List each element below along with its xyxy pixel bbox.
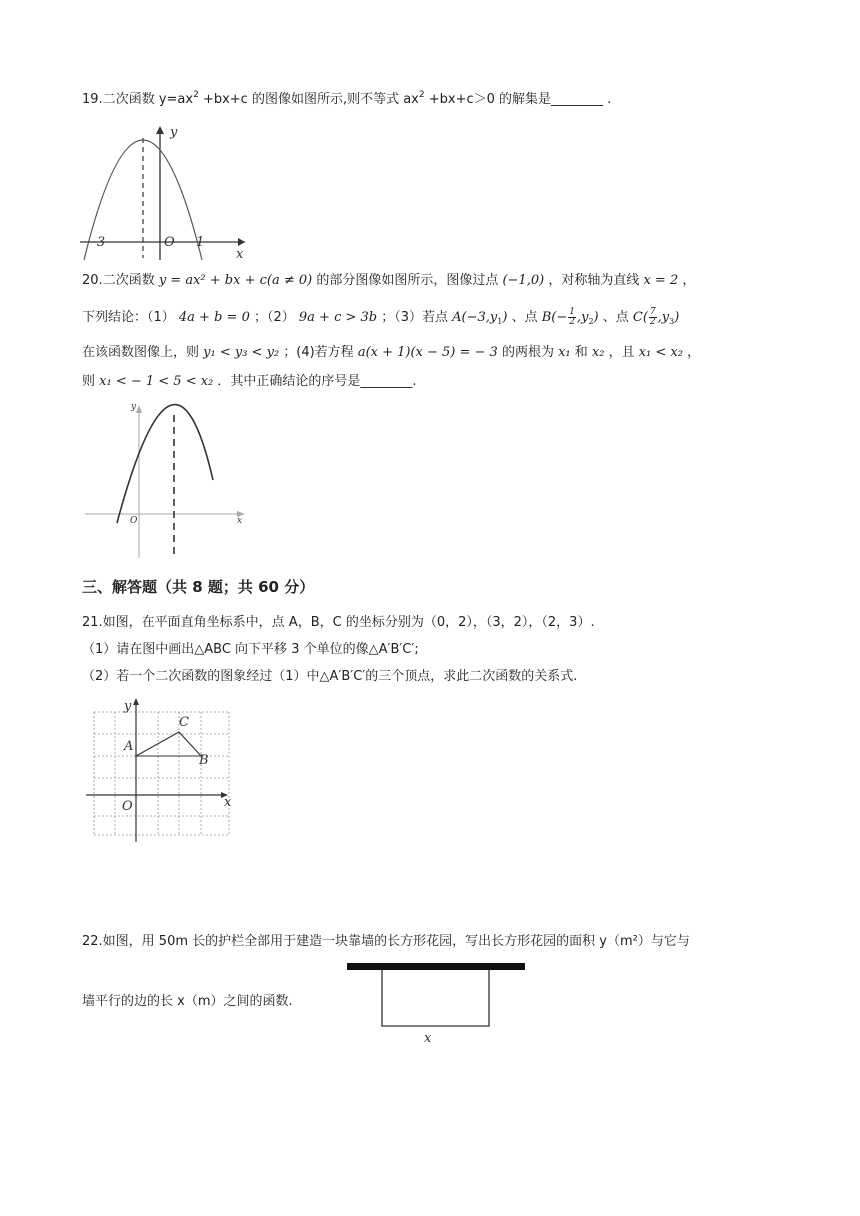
q22-garden-diagram — [345, 960, 535, 1050]
q22-line2: 墙平行的边的长 x（m）之间的函数. — [82, 994, 293, 1009]
q20-line3: 在该函数图像上，则 y₁ < y₃ < y₂ ；(4)若方程 a(x + 1)(x − 5) = − 3 的两根为 x₁ 和 x₂ ，且 x₁ < x₂ ， — [82, 345, 701, 360]
section-title: 三、解答题（共 8 题；共 60 分） — [82, 578, 315, 596]
q19-text: 19.二次函数 $y=ax^2 +bx+c$ 的图像如图所示,则不等式 $ax^2 +bx+c>0$ 的解集是________ . — [82, 90, 612, 107]
q21-line2: （1）请在图中画出△ABC 向下平移 3 个单位的像△A′B′C′; — [82, 642, 419, 657]
q22-x-label: x — [424, 1031, 432, 1046]
q20-origin-label: O — [130, 516, 138, 526]
q20-x-label: x — [237, 516, 243, 526]
q21-point-a-label: A — [124, 739, 134, 754]
q20-y-label: y — [131, 402, 137, 412]
q21-x-label: x — [224, 795, 232, 810]
q21-coordinate-grid — [86, 692, 246, 842]
q19-y-label: y — [170, 125, 178, 140]
q20-parabola-graph — [85, 395, 265, 570]
q21-point-c-label: C — [179, 715, 189, 730]
q20-line2: 下列结论：（1） 4a + b = 0 ；（2） 9a + c > 3b ；（3）若点 $A(-3,y_1)$ 、点 B(− $\frac{1}{2}$ $,y_2$) 、点 C( $\frac{7}{2}$ $,y_3$) — [82, 307, 680, 327]
q21-line1: 21.如图，在平面直角坐标系中，点 A，B，C 的坐标分别为（0，2），（3，2），（2，3）. — [82, 615, 595, 630]
q21-y-label: y — [124, 699, 132, 714]
q21-point-b-label: B — [199, 753, 209, 768]
q21-origin-label: O — [122, 799, 133, 814]
q20-line1: 20.二次函数 y = ax² + bx + c(a ≠ 0) 的部分图像如图所示，图像过点 (−1,0) ，对称轴为直线 x = 2 ， — [82, 273, 696, 288]
q22-line1: 22.如图，用 50m 长的护栏全部用于建造一块靠墙的长方形花园，写出长方形花园的面积 y（m²）与它与 — [82, 934, 690, 949]
q19-neg3-label: −3 — [86, 235, 106, 250]
q19-parabola-graph — [80, 120, 260, 260]
q19-x-label: x — [236, 247, 244, 262]
q21-line3: （2）若一个二次函数的图象经过（1）中△A′B′C′的三个顶点，求此二次函数的关系式. — [82, 669, 578, 684]
q20-line4: 则 x₁ < − 1 < 5 < x₂ ．其中正确结论的序号是________. — [82, 374, 417, 389]
q19-origin-label: O — [164, 235, 175, 250]
q19-one-label: 1 — [196, 235, 205, 250]
